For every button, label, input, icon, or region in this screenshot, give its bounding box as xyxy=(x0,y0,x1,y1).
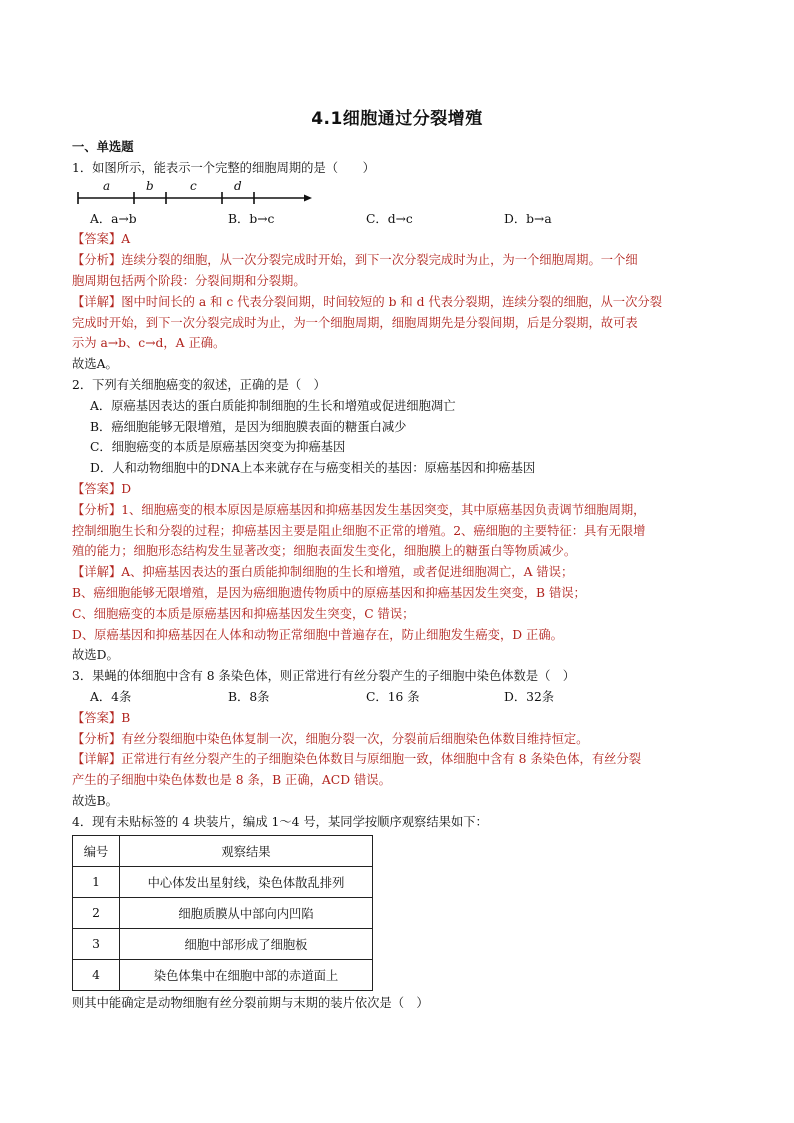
q4-followup: 则其中能确定是动物细胞有丝分裂前期与末期的装片依次是（ ） xyxy=(72,995,429,1010)
q1-conclusion: 故选A。 xyxy=(72,357,118,372)
table-cell-number: 3 xyxy=(73,928,120,959)
table-row xyxy=(73,928,373,959)
q2-conclusion: 故选D。 xyxy=(72,648,119,663)
table-header-result: 观察结果 xyxy=(120,835,373,866)
q1-option-b: B．b→c xyxy=(228,211,275,226)
q3-detail-line: 产生的子细胞中染色体数也是 8 条，B 正确，ACD 错误。 xyxy=(72,773,391,788)
table-row xyxy=(73,866,373,897)
page-title: 4.1细胞通过分裂增殖 xyxy=(311,109,483,129)
q3-option-d: D．32条 xyxy=(504,689,555,704)
q2-option-c: C．细胞癌变的本质是原癌基因突变为抑癌基因 xyxy=(90,440,346,455)
document-body xyxy=(72,137,732,1013)
q2-analysis-line: 控制细胞生长和分裂的过程；抑癌基因主要是阻止细胞不正常的增殖。2、癌细胞的主要特征：具有无限增 xyxy=(72,523,646,538)
q1-option-c: C．d→c xyxy=(366,211,413,226)
timeline-label-c: c xyxy=(190,178,197,193)
q2-analysis-line: 殖的能力；细胞形态结构发生显著改变；细胞表面发生变化，细胞膜上的糖蛋白等物质减少。 xyxy=(72,544,577,559)
q3-answer: 【答案】B xyxy=(72,710,131,725)
q1-option-d: D．b→a xyxy=(504,211,552,226)
q1-stem: 1．如图所示，能表示一个完整的细胞周期的是（ ） xyxy=(72,160,375,175)
q2-answer: 【答案】D xyxy=(72,481,132,496)
q2-detail-line: B、癌细胞能够无限增殖，是因为癌细胞遗传物质中的原癌基因和抑癌基因发生突变，B 错误； xyxy=(72,585,586,600)
q1-options xyxy=(72,209,732,230)
timeline-arrowhead xyxy=(304,194,312,201)
q1-answer: 【答案】A xyxy=(72,232,131,247)
table-cell-number: 2 xyxy=(73,897,120,928)
table-header-number: 编号 xyxy=(73,835,120,866)
q4-stem: 4．现有未贴标签的 4 块装片，编成 1～4 号，某同学按顺序观察结果如下： xyxy=(72,814,488,829)
q1-detail-line: 完成时开始，到下一次分裂完成时为止，为一个细胞周期，细胞周期先是分裂间期，后是分裂期，故可表 xyxy=(72,315,638,330)
q3-option-c: C．16 条 xyxy=(366,689,420,704)
q1-detail-line: 【详解】图中时间长的 a 和 c 代表分裂间期，时间较短的 b 和 d 代表分裂期，连续分裂的细胞，从一次分裂 xyxy=(72,294,662,309)
q2-detail-line: C、细胞癌变的本质是原癌基因和抑癌基因发生突变，C 错误； xyxy=(72,606,415,621)
table-header-row xyxy=(73,835,373,866)
q2-stem: 2．下列有关细胞癌变的叙述，正确的是（ ） xyxy=(72,377,326,392)
q2-option-d: D．人和动物细胞中的DNA上本来就存在与癌变相关的基因：原癌基因和抑癌基因 xyxy=(90,461,536,476)
q3-stem: 3．果蝇的体细胞中含有 8 条染色体，则正常进行有丝分裂产生的子细胞中染色体数是（ ） xyxy=(72,669,576,684)
timeline-label-d: d xyxy=(234,178,242,193)
table-cell-result: 中心体发出星射线，染色体散乱排列 xyxy=(120,866,373,897)
cell-cycle-timeline xyxy=(72,179,332,209)
timeline-label-b: b xyxy=(146,178,154,193)
timeline-graphic xyxy=(72,179,332,209)
section-heading: 一、单选题 xyxy=(72,140,134,154)
table-cell-number: 4 xyxy=(73,959,120,990)
table-cell-result: 细胞质膜从中部向内凹陷 xyxy=(120,897,373,928)
timeline-label-a: a xyxy=(103,178,111,193)
q1-analysis-line: 【分析】连续分裂的细胞，从一次分裂完成时开始，到下一次分裂完成时为止，为一个细胞周期。一个细 xyxy=(72,253,638,268)
observation-table xyxy=(72,835,373,991)
table-cell-number: 1 xyxy=(73,866,120,897)
q2-detail-line: D、原癌基因和抑癌基因在人体和动物正常细胞中普遍存在，防止细胞发生癌变，D 正确。 xyxy=(72,627,563,642)
q3-option-b: B．8条 xyxy=(228,689,270,704)
q3-option-a: A．4条 xyxy=(90,689,132,704)
q1-option-a: A．a→b xyxy=(90,211,137,226)
q2-option-a: A．原癌基因表达的蛋白质能抑制细胞的生长和增殖或促进细胞凋亡 xyxy=(90,398,456,413)
table-row xyxy=(73,897,373,928)
q3-conclusion: 故选B。 xyxy=(72,793,118,808)
q2-detail-line: 【详解】A、抑癌基因表达的蛋白质能抑制细胞的生长和增殖，或者促进细胞凋亡，A 错误； xyxy=(72,565,574,580)
table-cell-result: 染色体集中在细胞中部的赤道面上 xyxy=(120,959,373,990)
q1-analysis-line: 胞周期包括两个阶段：分裂间期和分裂期。 xyxy=(72,273,306,288)
q2-analysis-line: 【分析】1、细胞癌变的根本原因是原癌基因和抑癌基因发生基因突变，其中原癌基因负责调节细胞周期， xyxy=(72,502,646,517)
table-row xyxy=(73,959,373,990)
q3-options xyxy=(72,687,732,708)
table-cell-result: 细胞中部形成了细胞板 xyxy=(120,928,373,959)
q3-analysis-line: 【分析】有丝分裂细胞中染色体复制一次，细胞分裂一次，分裂前后细胞染色体数目维持恒定。 xyxy=(72,731,589,746)
q1-detail-line: 示为 a→b、c→d，A 正确。 xyxy=(72,336,226,351)
q3-detail-line: 【详解】正常进行有丝分裂产生的子细胞染色体数目与原细胞一致，体细胞中含有 8 条染色体，有丝分裂 xyxy=(72,752,642,767)
q2-option-b: B．癌细胞能够无限增殖，是因为细胞膜表面的糖蛋白减少 xyxy=(90,419,407,434)
